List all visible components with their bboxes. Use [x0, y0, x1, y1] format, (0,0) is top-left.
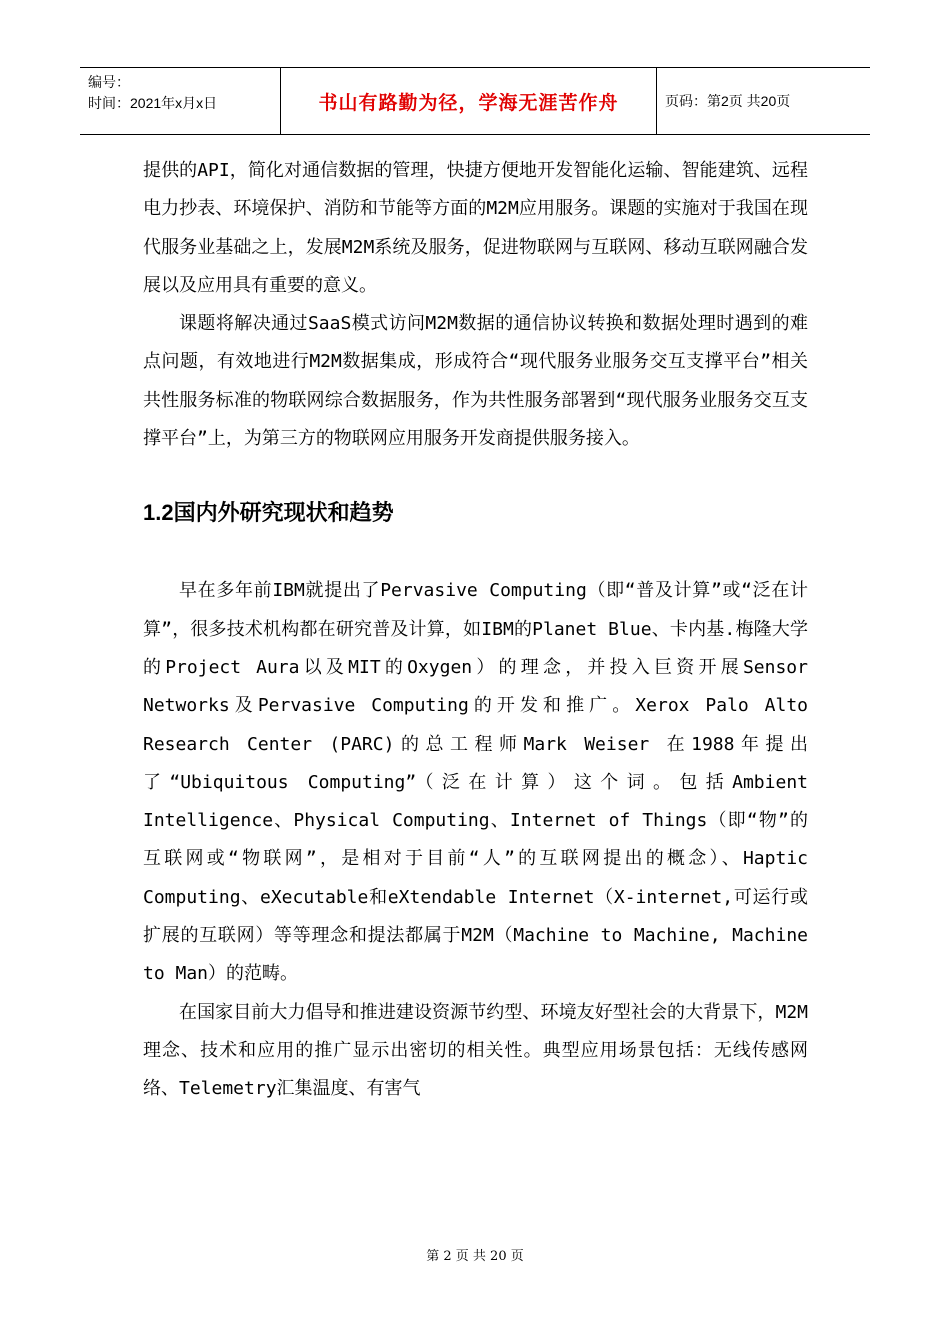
time-label: 时间：2021年x月x日 [88, 95, 218, 111]
header-page-label: 页码：第2页 共20页 [665, 93, 791, 109]
header-motto: 书山有路勤为径，学海无涯苦作舟 [281, 68, 657, 134]
paragraph-3: 早在多年前IBM就提出了Pervasive Computing（即“普及计算”或“泛在计算”，很多技术机构都在研究普及计算，如IBM的Planet Blue、卡内基.梅隆大学的Project Aura以及MIT的Oxygen）的理念，并投入巨资开展Sensor Networks及Pervasive Computing的开发和推广。Xerox Palo Alto Research Center (PARC)的总工程师Mark Weiser 在1988年提出了“Ubiquitous Computing”（泛在计算）这个词。包括Ambient Intelligence、Physical Computing、Internet of Things（即“物”的互联网或“物联网”，是相对于目前“人”的互联网提出的概念）、Haptic Computing、eXecutable和eXtendable Internet（X-internet,可运行或扩展的互联网）等等理念和提法都属于M2M（Machine to Machine, Machine to Man）的范畴。 [143, 580, 808, 985]
document-body [143, 152, 808, 1109]
section-heading: 1.2国内外研究现状和趋势 [143, 500, 394, 526]
paragraph-1: 提供的API，简化对通信数据的管理，快捷方便地开发智能化运输、智能建筑、远程电力抄表、环境保护、消防和节能等方面的M2M应用服务。课题的实施对于我国在现代服务业基础之上，发展M2M系统及服务，促进物联网与互联网、移动互联网融合发展以及应用具有重要的意义。 [143, 160, 808, 296]
header-meta-cell [80, 68, 281, 134]
page-footer: 第 2 页 共 20 页 [426, 1249, 524, 1264]
number-label: 编号： [88, 74, 130, 90]
paragraph-2: 课题将解决通过SaaS模式访问M2M数据的通信协议转换和数据处理时遇到的难点问题，有效地进行M2M数据集成，形成符合“现代服务业服务交互支撑平台”相关共性服务标准的物联网综合数据服务，作为共性服务部署到“现代服务业服务交互支撑平台”上，为第三方的物联网应用服务开发商提供服务接入。 [143, 313, 808, 450]
paragraph-4: 在国家目前大力倡导和推进建设资源节约型、环境友好型社会的大背景下，M2M理念、技术和应用的推广显示出密切的相关性。典型应用场景包括：无线传感网络、Telemetry汇集温度、有害气 [143, 1001, 808, 1100]
header-table [80, 67, 870, 135]
